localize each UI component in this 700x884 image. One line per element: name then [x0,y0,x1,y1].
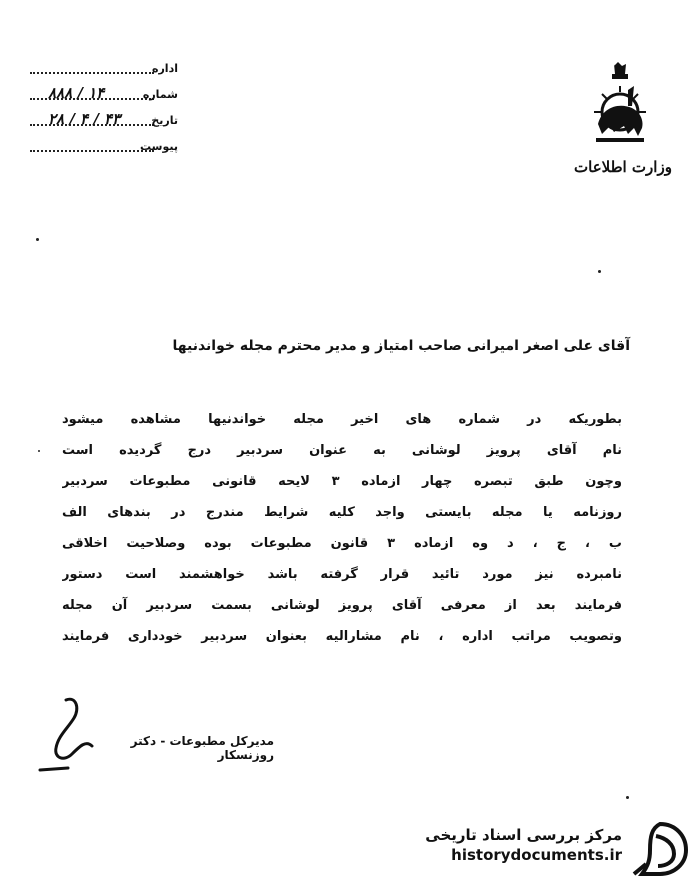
letter-body [62,404,622,652]
field-date-value: ۲۸ / ۴ / ۴۳ [48,110,121,128]
field-date [28,110,178,136]
lion-and-sun-emblem-icon [588,62,652,150]
body-line: فرمایند بعد از معرفی آقای پرویز لوشانی بسمت سردبیر آن مجله [62,598,622,613]
paper-speck [38,450,40,452]
paper-speck [598,270,601,273]
body-line: نام آقای پرویز لوشانی به عنوان سردبیر درج گردیده است [62,443,622,458]
archive-logo-icon [632,820,688,876]
body-line: بطوریکه در شماره های اخیر مجله خواندنیها مشاهده میشود [62,412,622,427]
header-fields [28,58,178,162]
signature-title: مدیرکل مطبوعات - دکتر روزنسکار [130,734,274,762]
field-number-label: شماره [142,88,178,101]
field-number [28,84,178,110]
watermark-title: مرکز بررسی اسناد تاریخی [425,826,622,844]
body-line: وچون طبق تبصره چهار ازماده ۳ لایحه قانونی مطبوعات سردبیر [62,474,622,489]
ministry-name: وزارت اطلاعات [574,158,672,176]
field-number-value: ۸۸۸ / ۱۴ [48,84,105,102]
body-line: روزنامه یا مجله بایستی واجد کلیه شرایط مندرج در بندهای الف [62,505,622,520]
body-line: نامبرده نیز مورد تائید قرار گرفته باشد خواهشمند است دستور [62,567,622,582]
field-office [28,58,178,84]
body-line: وتصویب مراتب اداره ، نام مشارالیه بعنوان سردبیر خودداری فرمایند [62,629,622,644]
paper-speck [626,796,629,799]
field-attachment-label: پیوست [140,140,178,153]
body-line: ب ، ج ، د وه ازماده ۳ قانون مطبوعات بوده وصلاحیت اخلاقی [62,536,622,551]
paper-speck [36,238,39,241]
watermark [400,826,622,864]
addressee-line: آقای علی اصغر امیرانی صاحب امتیاز و مدیر محترم مجله خواندنیها [172,338,630,354]
field-office-label: اداره [151,62,178,75]
field-date-label: تاریخ [151,114,178,127]
field-attachment [28,136,178,162]
watermark-url: historydocuments.ir [451,846,622,864]
